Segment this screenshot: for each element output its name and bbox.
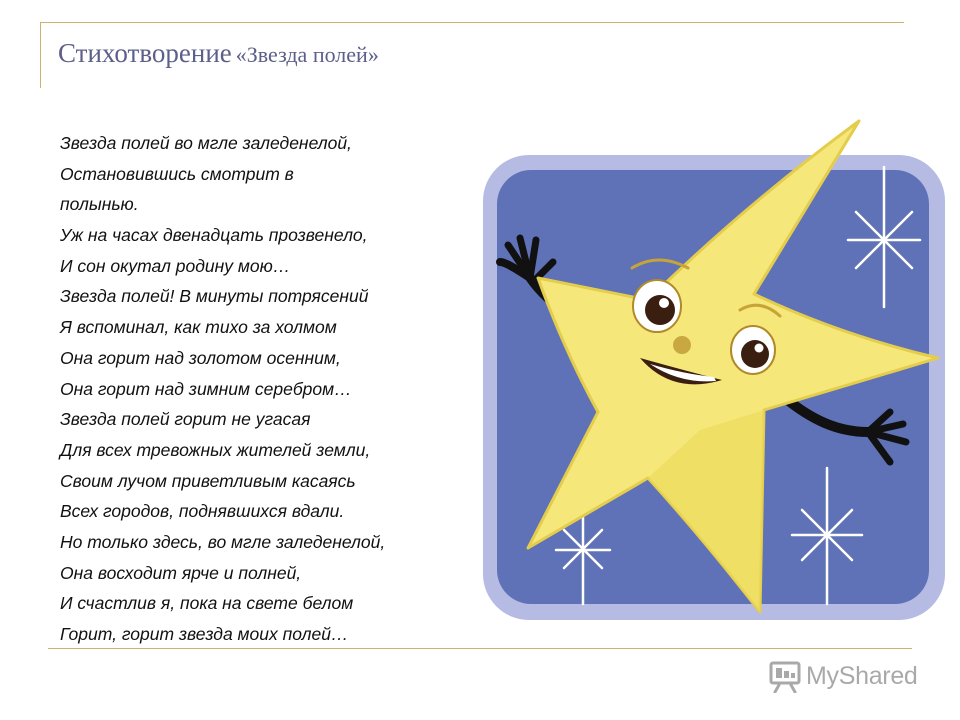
poem-line: Своим лучом приветливым касаясь xyxy=(60,470,356,491)
slide-title xyxy=(58,38,379,69)
poem-line: Остановившись смотрит в xyxy=(60,163,294,184)
poem-line: Горит, горит звезда моих полей… xyxy=(60,624,349,644)
poem-line: Звезда полей! В минуты потрясений xyxy=(60,286,369,307)
title-main: Стихотворение xyxy=(58,38,232,68)
poem-line: Звезда полей горит не угасая xyxy=(60,409,311,430)
poem-line: И сон окутал родину мою… xyxy=(60,255,291,276)
poem-line: Она горит над золотом осенним, xyxy=(60,347,341,368)
poem-line: Она горит над зимним серебром… xyxy=(60,378,352,399)
poem-line: Уж на часах двенадцать прозвенело, xyxy=(60,225,368,246)
poem-line: полынью. xyxy=(60,194,139,215)
bottom-divider xyxy=(48,648,912,649)
title-quote: «Звезда полей» xyxy=(235,42,379,67)
poem-line: Она восходит ярче и полней, xyxy=(60,562,302,583)
poem-line: Но только здесь, во мгле заледенелой, xyxy=(60,531,386,552)
myshared-logo xyxy=(768,656,918,696)
poem-line: Для всех тревожных жителей земли, xyxy=(60,439,371,460)
smiling-star-icon xyxy=(480,118,950,638)
top-divider xyxy=(40,22,904,23)
poem-line: Всех городов, поднявшихся вдали. xyxy=(60,501,345,522)
poem-text xyxy=(60,128,385,650)
projector-screen-icon xyxy=(768,659,802,693)
poem-line: И счастлив я, пока на свете белом xyxy=(60,593,354,614)
left-divider xyxy=(40,22,41,88)
poem-line: Звезда полей во мгле заледенелой, xyxy=(60,133,352,153)
poem-line: Я вспоминал, как тихо за холмом xyxy=(60,317,337,338)
brand-name: MyShared xyxy=(806,661,918,690)
